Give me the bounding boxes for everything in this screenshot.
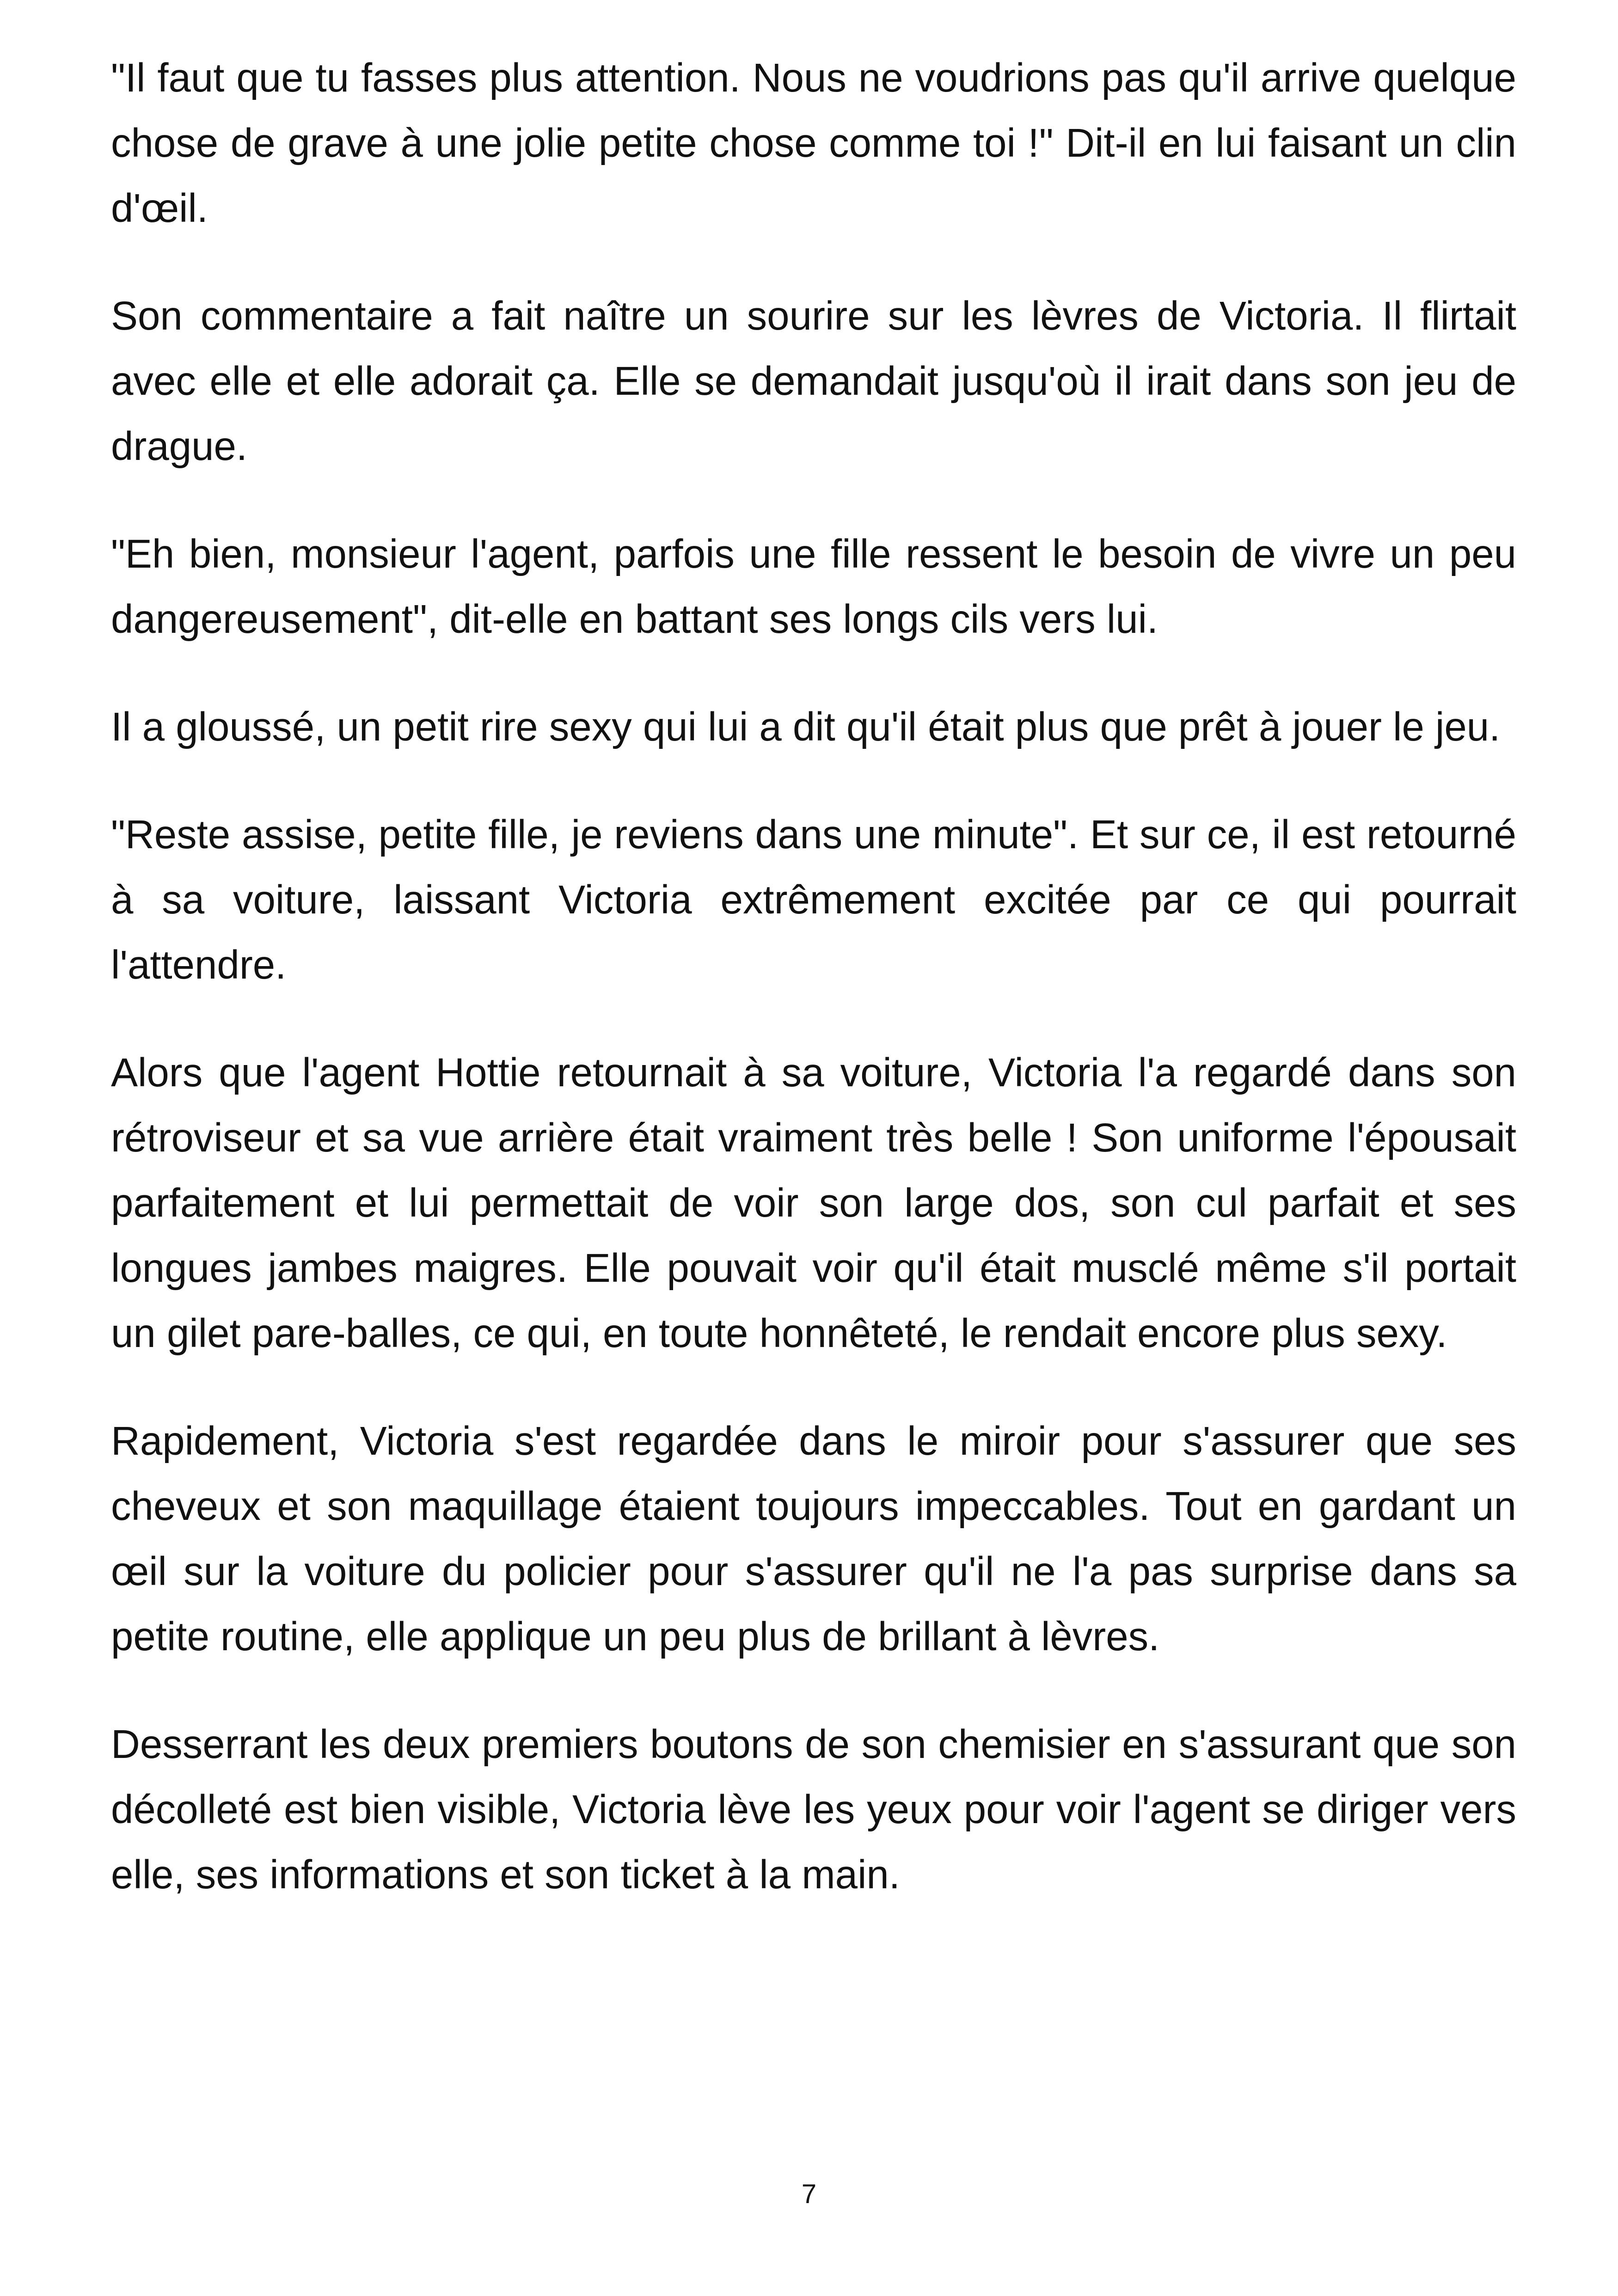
paragraph-1: "Il faut que tu fasses plus attention. Nous ne voudrions pas qu'il arrive quelque chose de grave à une jolie petite chose comme toi !" Dit-il en lui faisant un clin d'œil. (111, 55, 1516, 231)
page-number: 7 (801, 2179, 817, 2209)
paragraph-4: Il a gloussé, un petit rire sexy qui lui a dit qu'il était plus que prêt à jouer le jeu. (111, 704, 1501, 749)
paragraph-6: Alors que l'agent Hottie retournait à sa voiture, Victoria l'a regardé dans son rétroviseur et sa vue arrière était vraiment très belle ! Son uniforme l'épousait parfaitement et lui permettait de voir son large dos, son cul parfait et ses longues jambes maigres. Elle pouvait voir qu'il était musclé même s'il portait un gilet pare-balles, ce qui, en toute honnêteté, le rendait encore plus sexy. (111, 1050, 1516, 1356)
paragraph-8: Desserrant les deux premiers boutons de son chemisier en s'assurant que son décolleté est bien visible, Victoria lève les yeux pour voir l'agent se diriger vers elle, ses informations et son ticket à la main. (111, 1722, 1516, 1897)
paragraph-5: "Reste assise, petite fille, je reviens dans une minute". Et sur ce, il est retourné à sa voiture, laissant Victoria extrêmement excitée par ce qui pourrait l'attendre. (111, 812, 1516, 987)
body-text (111, 45, 1516, 1950)
paragraph-3: "Eh bien, monsieur l'agent, parfois une fille ressent le besoin de vivre un peu dangereusement", dit-elle en battant ses longs cils vers lui. (111, 532, 1516, 642)
paragraph-7: Rapidement, Victoria s'est regardée dans le miroir pour s'assurer que ses cheveux et son maquillage étaient toujours impeccables. Tout en gardant un œil sur la voiture du policier pour s'assurer qu'il ne l'a pas surprise dans sa petite routine, elle applique un peu plus de brillant à lèvres. (111, 1419, 1516, 1659)
paragraph-2: Son commentaire a fait naître un sourire sur les lèvres de Victoria. Il flirtait avec elle et elle adorait ça. Elle se demandait jusqu'où il irait dans son jeu de drague. (111, 294, 1516, 469)
